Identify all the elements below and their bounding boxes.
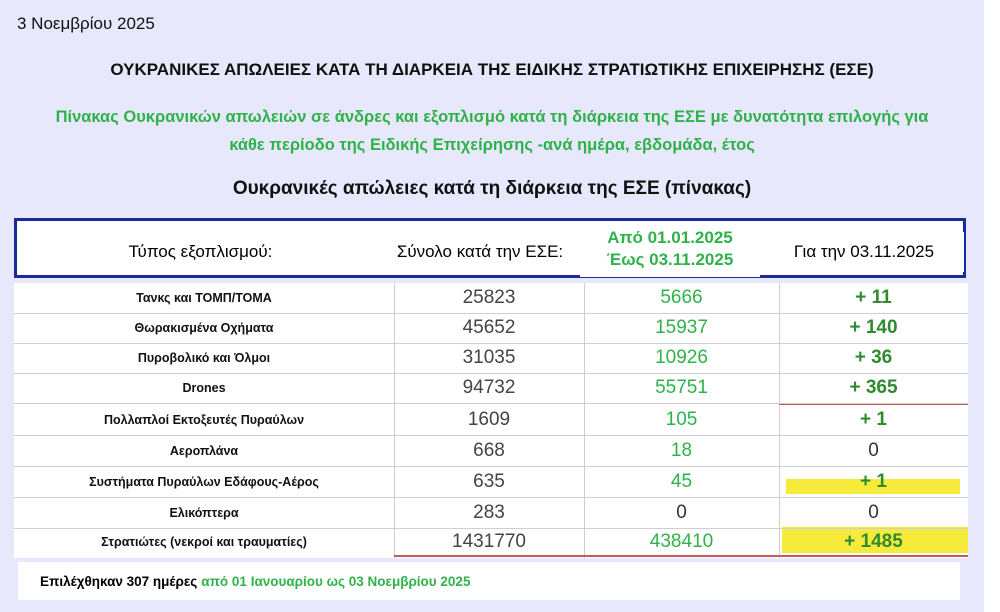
table-section-title: Ουκρανικές απώλειες κατά τη διάρκεια της ΕΣΕ (πίνακας) — [232, 178, 752, 199]
row-name: Συστήματα Πυραύλων Εδάφους-Αέρος — [89, 475, 319, 489]
header-period — [580, 221, 760, 277]
row-name: Τανκς και ΤΟΜΠ/ΤΟΜΑ — [136, 291, 272, 305]
row-day: + 140 — [849, 317, 898, 338]
row-day: + 1 — [860, 471, 887, 492]
row-name: Αεροπλάνα — [169, 444, 239, 458]
row-period: 5666 — [660, 287, 703, 308]
row-name: Στρατιώτες (νεκροί και τραυματίες) — [101, 535, 307, 549]
row-total: 635 — [473, 471, 505, 492]
row-day: + 1485 — [844, 531, 903, 552]
table-row — [14, 527, 968, 557]
header-day: Για την 03.11.2025 — [764, 232, 964, 272]
row-total: 1609 — [467, 409, 511, 430]
row-name: Πολλαπλοί Εκτοξευτές Πυραύλων — [103, 413, 305, 427]
table-row — [14, 343, 968, 374]
row-total: 45652 — [462, 317, 516, 338]
row-day: + 36 — [854, 347, 893, 368]
table-row — [14, 467, 968, 498]
row-total: 283 — [473, 502, 505, 523]
row-total: 25823 — [462, 287, 516, 308]
table-row — [14, 313, 968, 344]
report-date: 3 Νοεμβρίου 2025 — [17, 14, 155, 33]
header-period-from: Από 01.01.2025 — [607, 228, 733, 247]
row-period: 45 — [670, 471, 693, 492]
summary-days: Επιλέχθηκαν 307 ημέρες — [40, 573, 198, 589]
row-period: 55751 — [655, 377, 708, 398]
header-equipment-type: Τύπος εξοπλισμού: — [19, 232, 382, 272]
header-period-to: Έως 03.11.2025 — [606, 250, 734, 269]
table-row — [14, 283, 968, 314]
right-margin — [984, 0, 1000, 612]
row-period: 10926 — [655, 347, 708, 368]
row-total: 668 — [473, 440, 505, 461]
row-day: 0 — [868, 502, 879, 523]
row-day: + 11 — [855, 287, 892, 308]
row-day: + 365 — [849, 377, 898, 398]
losses-table — [14, 283, 968, 558]
page-subtitle — [20, 103, 964, 159]
row-name: Ελικόπτερα — [169, 506, 239, 520]
table-row — [14, 405, 968, 436]
table-row — [14, 373, 968, 404]
page-title: ΟΥΚΡΑΝΙΚΕΣ ΑΠΩΛΕΙΕΣ ΚΑΤΑ ΤΗ ΔΙΑΡΚΕΙΑ ΤΗΣ ΕΙΔΙΚΗΣ ΣΤΡΑΤΙΩΤΙΚΗΣ ΕΠΙΧΕΙΡΗΣΗΣ (ΕΣΕ) — [110, 60, 874, 79]
row-name: Πυροβολικό και Όλμοι — [137, 351, 271, 365]
row-total: 1431770 — [452, 531, 526, 552]
row-period: 105 — [665, 409, 698, 430]
table-row — [14, 498, 968, 529]
subtitle-line-2: κάθε περίοδο της Ειδικής Επιχείρησης -ανά ημέρα, εβδομάδα, έτος — [229, 136, 755, 154]
row-period: 15937 — [655, 317, 708, 338]
row-period: 18 — [670, 440, 693, 461]
row-total: 94732 — [462, 377, 516, 398]
selection-summary — [18, 562, 960, 600]
row-name: Θωρακισμένα Οχήματα — [134, 321, 274, 335]
subtitle-line-1: Πίνακας Ουκρανικών απωλειών σε άνδρες και εξοπλισμό κατά τη διάρκεια της ΕΣΕ με δυνατότητα επιλογής για — [55, 108, 929, 126]
row-name: Drones — [182, 381, 226, 395]
row-period: 438410 — [649, 531, 714, 552]
header-total: Σύνολο κατά την ΕΣΕ: — [387, 232, 573, 272]
row-day: 0 — [868, 440, 879, 461]
summary-range: από 01 Ιανουαρίου ως 03 Νοεμβρίου 2025 — [201, 573, 471, 589]
row-period: 0 — [676, 502, 687, 523]
table-row — [14, 436, 968, 467]
row-total: 31035 — [462, 347, 516, 368]
row-day: + 1 — [860, 409, 887, 430]
